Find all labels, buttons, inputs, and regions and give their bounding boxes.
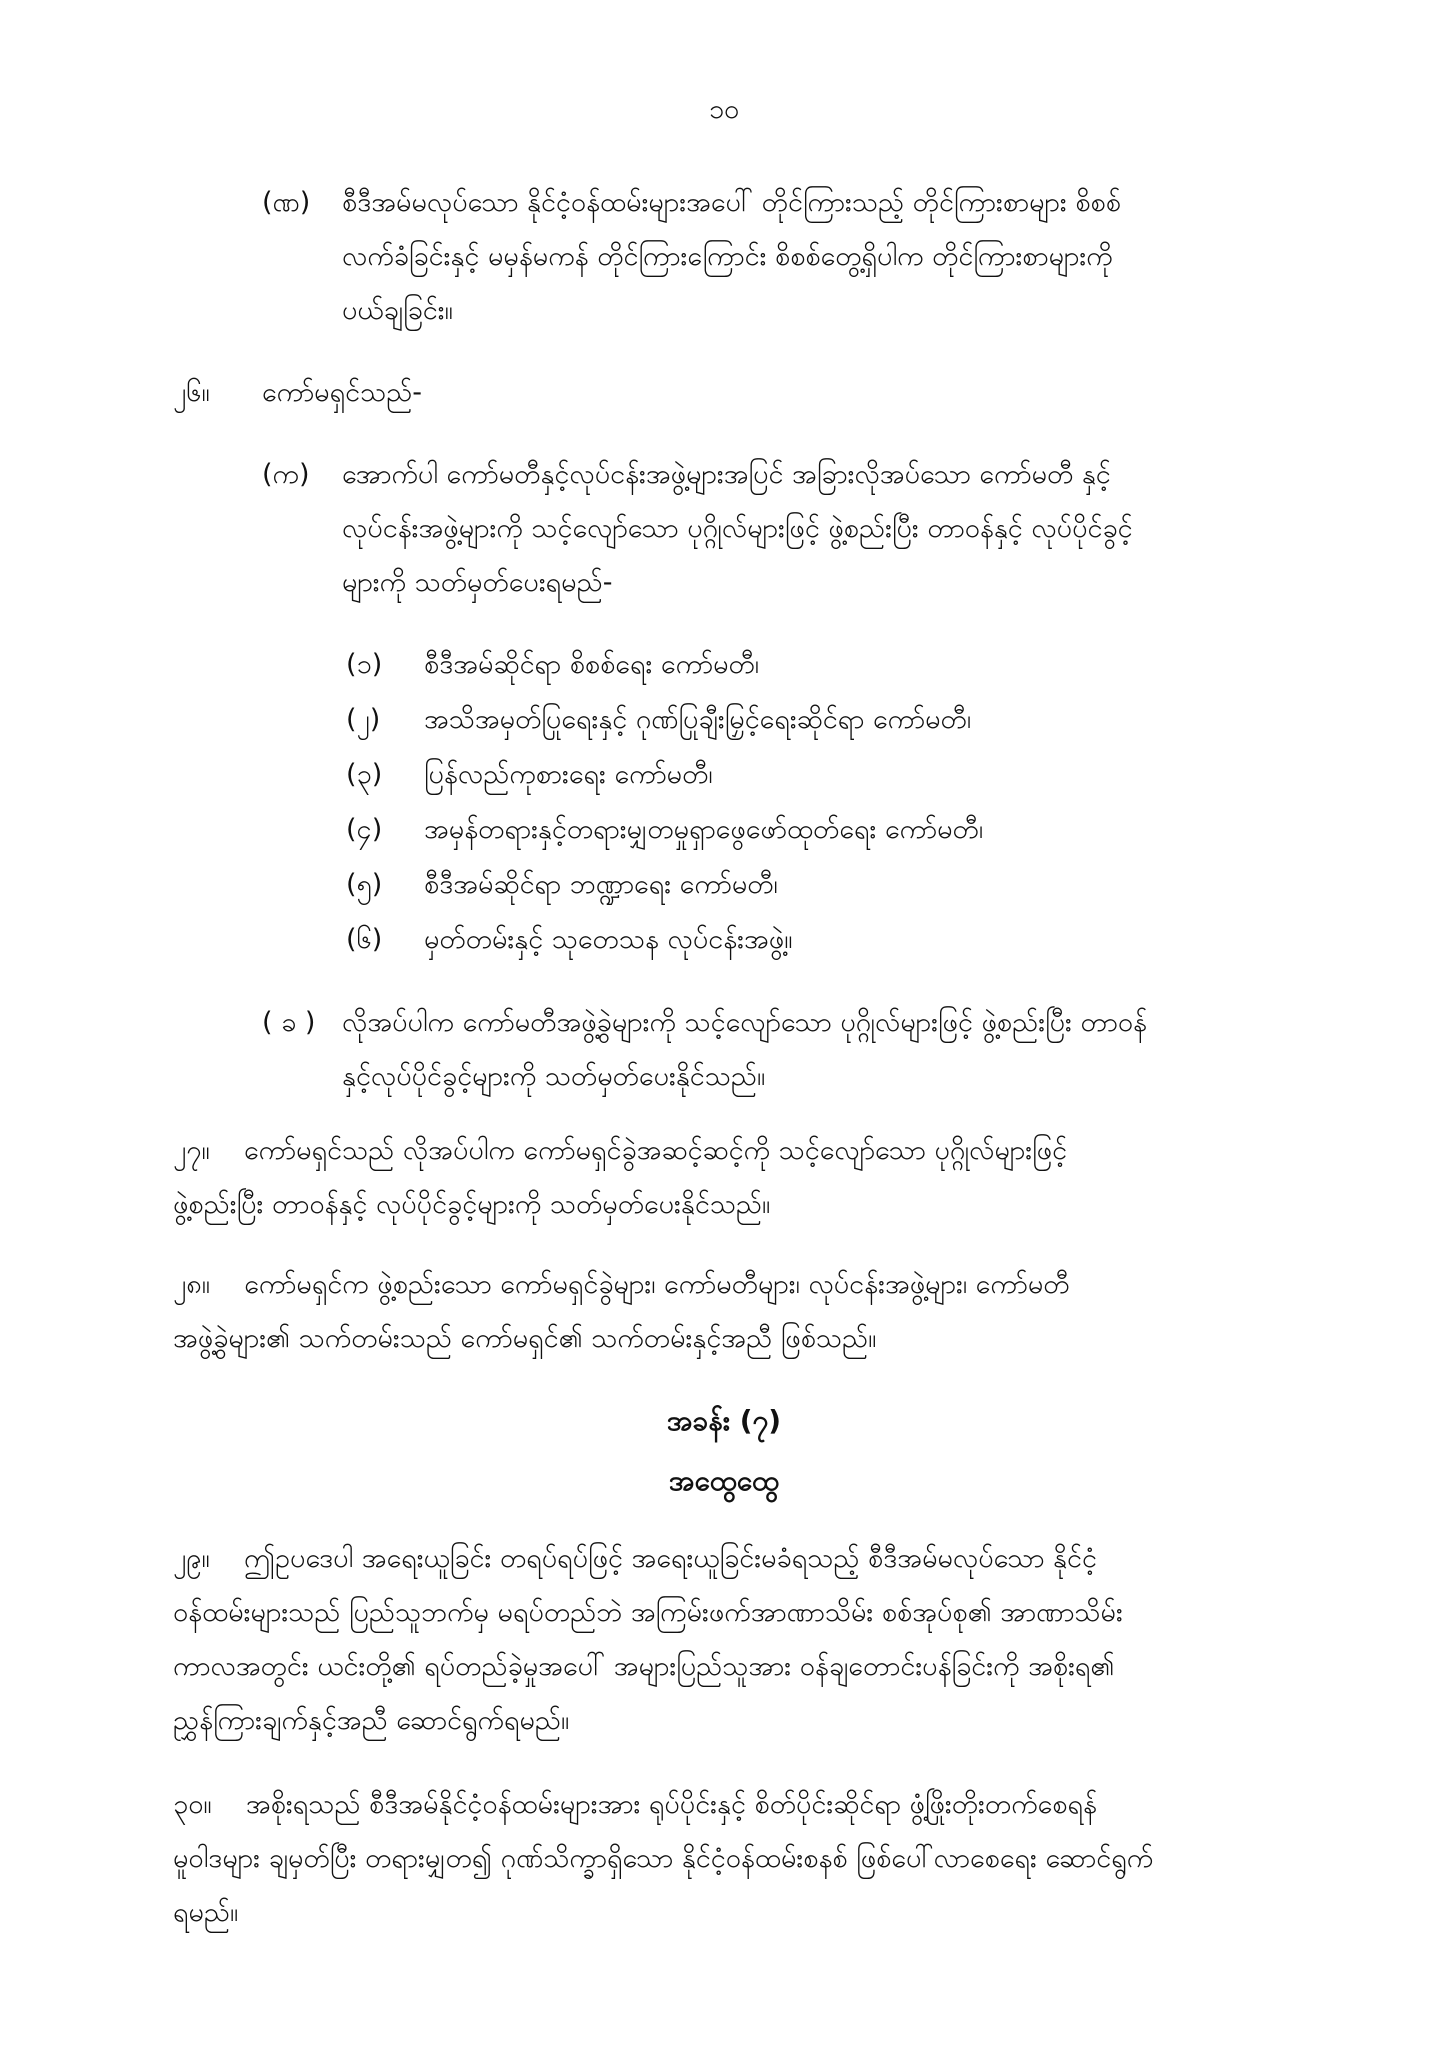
text-line: ဖွဲ့စည်းပြီး တာဝန်နှင့် လုပ်ပိုင်ခွင့်များကို သတ်မှတ်ပေးနိုင်သည်။ [173, 1189, 771, 1220]
page-number: ၁၀ [708, 94, 740, 125]
text-line: ဝန်ထမ်းများသည် ပြည်သူဘက်မှ မရပ်တည်ဘဲ အကြမ်းဖက်အာဏာသိမ်း စစ်အုပ်စု၏ အာဏာသိမ်း [173, 1597, 1123, 1628]
chapter-title: အခန်း (၇) [666, 1404, 782, 1437]
list-number: (၄) [346, 814, 383, 845]
list-text: အသိအမှတ်ပြုရေးနှင့် ဂုဏ်ပြုချီးမြှင့်ရေးဆိုင်ရာ ကော်မတီ၊ [424, 704, 972, 735]
section-text: ကော်မရှင်က ဖွဲ့စည်းသော ကော်မရှင်ခွဲများ၊ ကော်မတီများ၊ လုပ်ငန်းအဖွဲ့များ၊ ကော်မတီ [244, 1269, 1070, 1300]
subsection-text [342, 448, 1302, 610]
section-marker: ၂၆။ [173, 377, 210, 408]
section-28 [173, 1258, 1303, 1366]
text-line [173, 1258, 1303, 1312]
list-text: မှတ်တမ်းနှင့် သုတေသန လုပ်ငန်းအဖွဲ့။ [424, 924, 793, 955]
section-text: ကော်မရှင်သည် လိုအပ်ပါက ကော်မရှင်ခွဲအဆင့်ဆင့်ကို သင့်လျော်သော ပုဂ္ဂိုလ်များဖြင့် [243, 1135, 1068, 1166]
text-line: ကာလအတွင်း ယင်းတို့၏ ရပ်တည်ခဲ့မှုအပေါ် အများပြည်သူအား ဝန်ချတောင်းပန်ခြင်းကို အစိုးရ၏ [173, 1651, 1115, 1682]
subsection-marker: (က) [262, 459, 310, 490]
text-line: လိုအပ်ပါက ကော်မတီအဖွဲ့ခွဲများကို သင့်လျော်သော ပုဂ္ဂိုလ်များဖြင့် ဖွဲ့စည်းပြီး တာဝန် [342, 1007, 1147, 1038]
chapter-subtitle: အထွေထွေ [668, 1464, 780, 1497]
text-line: အောက်ပါ ကော်မတီနှင့်လုပ်ငန်းအဖွဲ့များအပြင် အခြားလိုအပ်သော ကော်မတီ နှင့် [342, 459, 1111, 490]
text-line: ပယ်ချခြင်း။ [342, 295, 453, 326]
text-line: စီဒီအမ်မလုပ်သော နိုင်ငံ့ဝန်ထမ်းများအပေါ် တိုင်ကြားသည့် တိုင်ကြားစာများ စိစစ် [342, 187, 1121, 218]
list-number: (၅) [346, 869, 383, 900]
list-item [346, 638, 759, 692]
section-marker: ၃၀။ [173, 1789, 212, 1820]
text-line [173, 1778, 1303, 1832]
list-item [346, 858, 778, 912]
section-text: ဤဥပဒေပါ အရေးယူခြင်း တရပ်ရပ်ဖြင့် အရေးယူခြင်းမခံရသည့် စီဒီအမ်မလုပ်သော နိုင်ငံ့ [243, 1543, 1097, 1574]
list-number: (၂) [346, 704, 381, 735]
list-number: (၃) [346, 759, 383, 790]
section-marker: ၂၉။ [173, 1543, 210, 1574]
text-line: မူဝါဒများ ချမှတ်ပြီး တရားမျှတ၍ ဂုဏ်သိက္ခာရှိသော နိုင်ငံ့ဝန်ထမ်းစနစ် ဖြစ်ပေါ်လာစေရေး ဆောင်ရွက် [173, 1843, 1154, 1874]
section-text: ကော်မရှင်သည်- [262, 377, 423, 408]
list-text: စီဒီအမ်ဆိုင်ရာ ဘဏ္ဍာရေး ကော်မတီ၊ [424, 869, 778, 900]
text-line [173, 1532, 1303, 1586]
text-line: နှင့်လုပ်ပိုင်ခွင့်များကို သတ်မှတ်ပေးနိုင်သည်။ [342, 1061, 766, 1092]
text-line: ညွှန်ကြားချက်နှင့်အညီ ဆောင်ရွက်ရမည်။ [173, 1705, 570, 1736]
list-item [346, 748, 713, 802]
text-line: လုပ်ငန်းအဖွဲ့များကို သင့်လျော်သော ပုဂ္ဂိုလ်များဖြင့် ဖွဲ့စည်းပြီး တာဝန်နှင့် လုပ်ပိုင်ခွင့် [342, 513, 1133, 544]
list-number: (၁) [346, 649, 383, 680]
list-number: (၆) [346, 924, 383, 955]
text-line: ရမည်။ [173, 1897, 239, 1928]
list-text: ပြန်လည်ကုစားရေး ကော်မတီ၊ [424, 759, 713, 790]
text-line: များကို သတ်မှတ်ပေးရမည်- [342, 567, 613, 598]
section-marker: ၂၇။ [173, 1135, 210, 1166]
subsection-marker: ( ခ ) [262, 1007, 316, 1038]
list-item [346, 803, 983, 857]
section-27 [173, 1124, 1303, 1232]
list-text: အမှန်တရားနှင့်တရားမျှတမှုရှာဖွေဖော်ထုတ်ရေး ကော်မတီ၊ [424, 814, 984, 845]
section-29 [173, 1532, 1303, 1748]
list-text: စီဒီအမ်ဆိုင်ရာ စိစစ်ရေး ကော်မတီ၊ [424, 649, 760, 680]
section-text: အစိုးရသည် စီဒီအမ်နိုင်ငံ့ဝန်ထမ်းများအား ရုပ်ပိုင်းနှင့် စိတ်ပိုင်းဆိုင်ရာ ဖွံ့ဖြိုးတိုးတက်စေရန် [245, 1789, 1097, 1820]
item-marker: (ဏ) [262, 187, 311, 218]
item-text [342, 176, 1302, 338]
subsection-text [342, 996, 1302, 1104]
section-30 [173, 1778, 1303, 1940]
text-line [173, 1124, 1303, 1178]
list-item [346, 913, 792, 967]
section-marker: ၂၈။ [173, 1269, 210, 1300]
text-line: လက်ခံခြင်းနှင့် မမှန်မကန် တိုင်ကြားကြောင်း စိစစ်တွေ့ရှိပါက တိုင်ကြားစာများကို [342, 241, 1113, 272]
text-line: အဖွဲ့ခွဲများ၏ သက်တမ်းသည် ကော်မရှင်၏ သက်တမ်းနှင့်အညီ ဖြစ်သည်။ [173, 1323, 877, 1354]
list-item [346, 693, 971, 747]
